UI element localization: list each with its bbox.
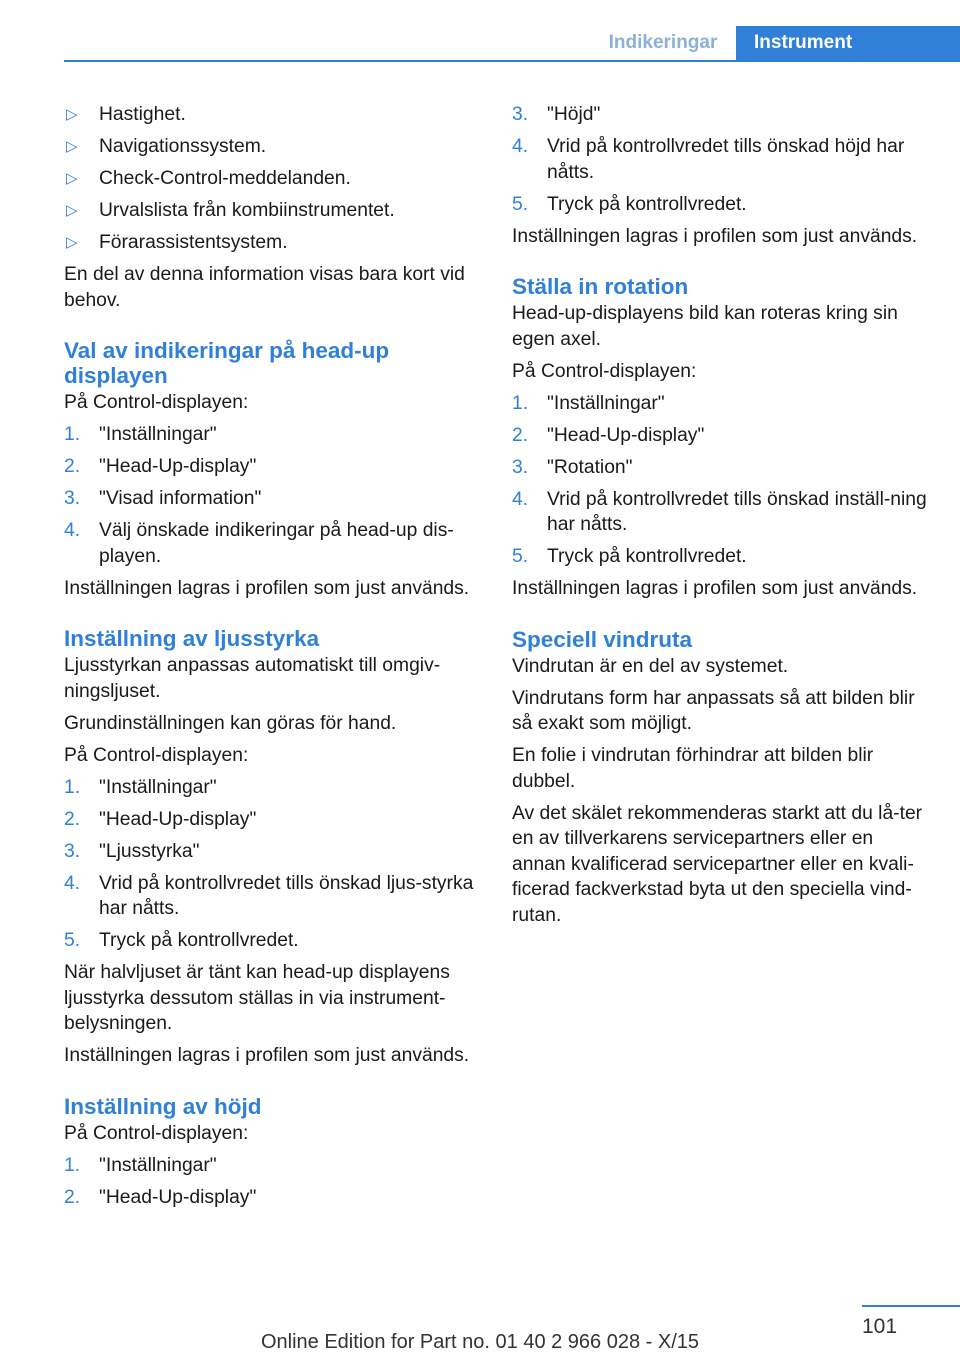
list-item: 5. Tryck på kontrollvredet.	[512, 192, 932, 218]
triangle-bullet-icon: ▷	[66, 138, 78, 155]
list-item: 4. Vrid på kontrollvredet tills önskad höjd har nåtts.	[512, 136, 905, 183]
rotation-steps	[512, 391, 932, 570]
footer-rule	[862, 1305, 960, 1307]
header-chapter-tab: Instrument	[736, 26, 960, 62]
step-number: 5.	[64, 930, 81, 951]
list-item: 1. "Inställningar"	[64, 1153, 484, 1179]
heading-height: Inställning av höjd	[64, 1093, 262, 1119]
step-number: 3.	[64, 840, 81, 862]
intro-text: På Control-displayen:	[64, 744, 249, 766]
list-item: 2. "Head-Up-display"	[64, 807, 484, 833]
intro-text: På Control-displayen:	[512, 360, 697, 382]
list-item: ▷ Förarassistentsystem.	[64, 230, 484, 256]
intro-text: På Control-displayen:	[64, 392, 249, 413]
right-column	[512, 102, 932, 935]
profile-note: Inställningen lagras i profilen som just används.	[512, 225, 918, 247]
list-item: 5. Tryck på kontrollvredet.	[64, 928, 484, 954]
step-number: 4.	[64, 872, 81, 894]
list-item: 3. "Visad information"	[64, 486, 484, 512]
step-number: 3.	[64, 488, 81, 509]
list-item: 4. Vrid på kontrollvredet tills önskad ljus-styrka har nåtts.	[64, 872, 474, 919]
paragraph: Head-up-displayens bild kan roteras kring sin egen axel.	[512, 303, 898, 350]
step-number: 1.	[64, 1154, 81, 1176]
paragraph: Ljusstyrkan anpassas automatiskt till omgiv-ningsljuset.	[64, 655, 441, 702]
paragraph: När halvljuset är tänt kan head-up displayens ljusstyrka dessutom ställas in via instrument-belysningen.	[64, 962, 450, 1034]
footer-edition-text: Online Edition for Part no. 01 40 2 966 028 - X/15	[260, 1331, 700, 1353]
display-steps	[64, 422, 484, 569]
paragraph: Av det skälet rekommenderas starkt att du lå-ter en av tillverkarens servicepartners eller en annan kvalificerad servicepartner eller en kvali-ficerad fackverkstad byta ut den speciella vind-rutan.	[512, 802, 923, 926]
list-item: 1. "Inställningar"	[512, 391, 932, 417]
profile-note: Inställningen lagras i profilen som just används.	[64, 1045, 470, 1066]
list-item: 5. Tryck på kontrollvredet.	[512, 544, 932, 570]
list-item: ▷ Check-Control-meddelanden.	[64, 166, 484, 192]
step-number: 2.	[64, 808, 81, 830]
list-item: ▷ Urvalslista från kombiinstrumentet.	[64, 198, 484, 224]
feature-bullet-list	[64, 102, 484, 256]
step-number: 1.	[64, 776, 81, 798]
step-number: 2.	[512, 424, 529, 446]
triangle-bullet-icon: ▷	[66, 170, 78, 187]
list-item: 2. "Head-Up-display"	[64, 1185, 484, 1211]
list-item: 2. "Head-Up-display"	[512, 423, 932, 449]
list-item: 4. Välj önskade indikeringar på head-up dis-playen.	[64, 520, 454, 567]
step-number: 5.	[512, 546, 529, 567]
brightness-steps	[64, 775, 484, 954]
intro-text: På Control-displayen:	[64, 1122, 249, 1144]
step-number: 1.	[512, 392, 529, 414]
bullet-note: En del av denna information visas bara kort vid behov.	[64, 264, 465, 311]
profile-note: Inställningen lagras i profilen som just används.	[512, 578, 918, 599]
step-number: 4.	[512, 488, 529, 510]
list-item: 4. Vrid på kontrollvredet tills önskad inställ-ning har nåtts.	[512, 488, 927, 535]
triangle-bullet-icon: ▷	[66, 202, 78, 219]
list-item: ▷ Hastighet.	[64, 102, 484, 128]
list-item: 3. "Höjd"	[512, 102, 932, 128]
paragraph: Grundinställningen kan göras för hand.	[64, 712, 397, 734]
header-section-tab: Indikeringar	[608, 32, 718, 53]
page-number: 101	[862, 1315, 898, 1338]
paragraph: Vindrutan är en del av systemet.	[512, 655, 789, 677]
heading-windshield: Speciell vindruta	[512, 626, 693, 652]
left-column	[64, 102, 484, 1217]
paragraph: En folie i vindrutan förhindrar att bilden blir dubbel.	[512, 745, 874, 792]
heading-brightness: Inställning av ljusstyrka	[64, 626, 320, 651]
list-item: 2. "Head-Up-display"	[64, 454, 484, 480]
triangle-bullet-icon: ▷	[66, 234, 78, 251]
paragraph: Vindrutans form har anpassats så att bilden blir så exakt som möjligt.	[512, 687, 915, 734]
list-item: ▷ Navigationssystem.	[64, 134, 484, 160]
height-steps	[64, 1153, 484, 1211]
step-number: 4.	[64, 520, 81, 541]
step-number: 1.	[64, 424, 81, 445]
step-number: 2.	[64, 456, 81, 477]
step-number: 4.	[512, 136, 529, 157]
step-number: 5.	[512, 193, 529, 215]
list-item: 3. "Ljusstyrka"	[64, 839, 484, 865]
list-item: 3. "Rotation"	[512, 455, 932, 481]
list-item: 1. "Inställningar"	[64, 422, 484, 448]
step-number: 3.	[512, 456, 529, 478]
heading-display-indications: Val av indikeringar på head-up displayen	[64, 338, 390, 388]
step-number: 2.	[64, 1186, 81, 1208]
step-number: 3.	[512, 104, 529, 125]
heading-rotation: Ställa in rotation	[512, 274, 689, 299]
height-steps-continued	[512, 102, 932, 217]
list-item: 1. "Inställningar"	[64, 775, 484, 801]
profile-note: Inställningen lagras i profilen som just används.	[64, 577, 470, 599]
triangle-bullet-icon: ▷	[66, 106, 78, 123]
